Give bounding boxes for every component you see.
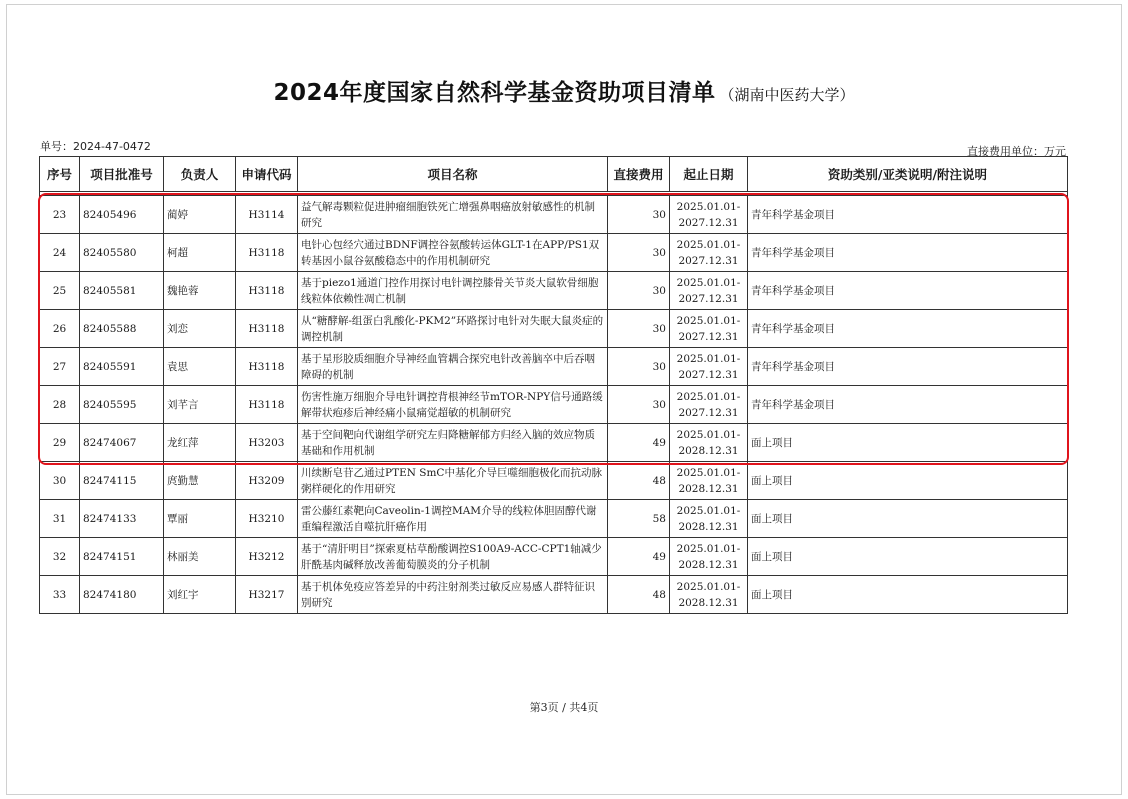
cell-cost: 30	[608, 196, 670, 234]
cell-cost: 49	[608, 538, 670, 576]
cell-category: 青年科学基金项目	[748, 310, 1068, 348]
date-end: 2028.12.31	[678, 482, 739, 495]
date-start: 2025.01.01-	[676, 352, 741, 365]
cell-approval: 82474151	[80, 538, 164, 576]
cell-no: 33	[40, 576, 80, 614]
cell-code: H3118	[236, 310, 298, 348]
date-start: 2025.01.01-	[676, 542, 741, 555]
cell-category: 青年科学基金项目	[748, 272, 1068, 310]
cell-leader: 刘恋	[164, 310, 236, 348]
cell-leader: 魏艳蓉	[164, 272, 236, 310]
header-approval: 项目批准号	[80, 157, 164, 192]
table-row	[40, 348, 1068, 386]
date-start: 2025.01.01-	[676, 466, 741, 479]
cell-leader: 刘芊言	[164, 386, 236, 424]
table-row	[40, 310, 1068, 348]
cell-approval: 82405580	[80, 234, 164, 272]
cell-approval: 82474115	[80, 462, 164, 500]
date-start: 2025.01.01-	[676, 504, 741, 517]
cell-approval: 82474180	[80, 576, 164, 614]
header-category: 资助类别/亚类说明/附注说明	[748, 157, 1068, 192]
table-row	[40, 462, 1068, 500]
cell-cost: 30	[608, 234, 670, 272]
table-header-row	[40, 157, 1068, 192]
cell-date	[670, 538, 748, 576]
header-code: 申请代码	[236, 157, 298, 192]
cell-name: 电针心包经穴通过BDNF调控谷氨酸转运体GLT-1在APP/PS1双转基因小鼠谷氨酸稳态中的作用机制研究	[298, 234, 608, 272]
cell-approval: 82474133	[80, 500, 164, 538]
table-row	[40, 234, 1068, 272]
date-end: 2027.12.31	[678, 368, 739, 381]
table-row	[40, 272, 1068, 310]
document-number: 单号：2024-47-0472	[40, 140, 151, 153]
cell-approval: 82405595	[80, 386, 164, 424]
cell-code: H3118	[236, 234, 298, 272]
cell-name: 基于机体免疫应答差异的中药注射剂类过敏反应易感人群特征识别研究	[298, 576, 608, 614]
cell-category: 青年科学基金项目	[748, 348, 1068, 386]
date-end: 2027.12.31	[678, 330, 739, 343]
cell-cost: 30	[608, 272, 670, 310]
date-start: 2025.01.01-	[676, 390, 741, 403]
cell-code: H3212	[236, 538, 298, 576]
cell-cost: 49	[608, 424, 670, 462]
cell-category: 青年科学基金项目	[748, 386, 1068, 424]
date-start: 2025.01.01-	[676, 276, 741, 289]
cell-no: 27	[40, 348, 80, 386]
date-end: 2027.12.31	[678, 292, 739, 305]
cell-approval: 82474067	[80, 424, 164, 462]
date-end: 2028.12.31	[678, 558, 739, 571]
cell-date	[670, 462, 748, 500]
cell-category: 面上项目	[748, 462, 1068, 500]
table-row	[40, 500, 1068, 538]
date-end: 2028.12.31	[678, 444, 739, 457]
cell-date	[670, 196, 748, 234]
cell-no: 26	[40, 310, 80, 348]
date-start: 2025.01.01-	[676, 314, 741, 327]
cell-leader: 龙红萍	[164, 424, 236, 462]
cell-leader: 庹勤慧	[164, 462, 236, 500]
cell-date	[670, 576, 748, 614]
cell-code: H3118	[236, 272, 298, 310]
cell-leader: 覃丽	[164, 500, 236, 538]
cell-approval: 82405588	[80, 310, 164, 348]
cell-name: 伤害性施万细胞介导电针调控背根神经节mTOR-NPY信号通路缓解带状疱疹后神经痛小鼠痛觉超敏的机制研究	[298, 386, 608, 424]
cell-leader: 刘红宇	[164, 576, 236, 614]
document-title	[0, 74, 1128, 107]
header-date: 起止日期	[670, 157, 748, 192]
cell-cost: 30	[608, 386, 670, 424]
table-row	[40, 386, 1068, 424]
cell-name: 基于空间靶向代谢组学研究左归降糖解郁方归经入脑的效应物质基础和作用机制	[298, 424, 608, 462]
cell-code: H3203	[236, 424, 298, 462]
cell-name: 基于piezo1通道门控作用探讨电针调控膝骨关节炎大鼠软骨细胞线粒体依赖性凋亡机制	[298, 272, 608, 310]
cell-leader: 蔺婷	[164, 196, 236, 234]
cell-no: 29	[40, 424, 80, 462]
date-end: 2027.12.31	[678, 254, 739, 267]
cell-no: 28	[40, 386, 80, 424]
cell-name: 从“糖酵解-组蛋白乳酸化-PKM2”环路探讨电针对失眠大鼠炎症的调控机制	[298, 310, 608, 348]
cell-name: 基于星形胶质细胞介导神经血管耦合探究电针改善脑卒中后吞咽障碍的机制	[298, 348, 608, 386]
cell-no: 31	[40, 500, 80, 538]
header-leader: 负责人	[164, 157, 236, 192]
cell-cost: 30	[608, 310, 670, 348]
cell-cost: 48	[608, 462, 670, 500]
cell-leader: 袁思	[164, 348, 236, 386]
cell-category: 面上项目	[748, 576, 1068, 614]
date-end: 2028.12.31	[678, 520, 739, 533]
table-row	[40, 196, 1068, 234]
page-footer: 第3页 / 共4页	[529, 701, 599, 714]
cell-name: 基于“清肝明目”探索夏枯草酚酸调控S100A9-ACC-CPT1轴减少肝酰基肉碱释放改善葡萄膜炎的分子机制	[298, 538, 608, 576]
cell-category: 青年科学基金项目	[748, 234, 1068, 272]
cell-code: H3209	[236, 462, 298, 500]
cell-date	[670, 386, 748, 424]
header-no: 序号	[40, 157, 80, 192]
table-row	[40, 538, 1068, 576]
cell-name: 川续断皂苷乙通过PTEN SmC中基化介导巨噬细胞极化而抗动脉粥样硬化的作用研究	[298, 462, 608, 500]
cell-approval: 82405591	[80, 348, 164, 386]
header-name: 项目名称	[298, 157, 608, 192]
cell-approval: 82405496	[80, 196, 164, 234]
cell-no: 32	[40, 538, 80, 576]
date-start: 2025.01.01-	[676, 200, 741, 213]
cell-no: 30	[40, 462, 80, 500]
cell-cost: 30	[608, 348, 670, 386]
cell-date	[670, 500, 748, 538]
cell-category: 面上项目	[748, 538, 1068, 576]
cell-cost: 58	[608, 500, 670, 538]
date-end: 2027.12.31	[678, 216, 739, 229]
date-end: 2027.12.31	[678, 406, 739, 419]
cell-leader: 林丽美	[164, 538, 236, 576]
header-cost: 直接费用	[608, 157, 670, 192]
cell-name: 益气解毒颗粒促进肿瘤细胞铁死亡增强鼻咽癌放射敏感性的机制研究	[298, 196, 608, 234]
cell-code: H3217	[236, 576, 298, 614]
date-start: 2025.01.01-	[676, 580, 741, 593]
cell-code: H3118	[236, 386, 298, 424]
date-end: 2028.12.31	[678, 596, 739, 609]
cell-leader: 柯超	[164, 234, 236, 272]
project-table	[39, 156, 1068, 614]
cell-code: H3114	[236, 196, 298, 234]
cell-no: 25	[40, 272, 80, 310]
cell-date	[670, 348, 748, 386]
date-start: 2025.01.01-	[676, 428, 741, 441]
cell-category: 面上项目	[748, 500, 1068, 538]
cell-name: 雷公藤红素靶向Caveolin-1调控MAM介导的线粒体胆固醇代谢重编程激活自噬抗肝癌作用	[298, 500, 608, 538]
cell-date	[670, 424, 748, 462]
date-start: 2025.01.01-	[676, 238, 741, 251]
cost-unit-note: 直接费用单位：万元	[967, 145, 1066, 158]
cell-date	[670, 234, 748, 272]
cell-code: H3210	[236, 500, 298, 538]
title-main: 2024年度国家自然科学基金资助项目清单	[273, 80, 716, 106]
cell-category: 青年科学基金项目	[748, 196, 1068, 234]
cell-date	[670, 310, 748, 348]
cell-no: 24	[40, 234, 80, 272]
table-body	[40, 192, 1068, 614]
table-row	[40, 424, 1068, 462]
cell-cost: 48	[608, 576, 670, 614]
title-subtitle: （湖南中医药大学）	[719, 86, 855, 104]
cell-code: H3118	[236, 348, 298, 386]
cell-approval: 82405581	[80, 272, 164, 310]
cell-date	[670, 272, 748, 310]
cell-no: 23	[40, 196, 80, 234]
cell-category: 面上项目	[748, 424, 1068, 462]
table-row	[40, 576, 1068, 614]
